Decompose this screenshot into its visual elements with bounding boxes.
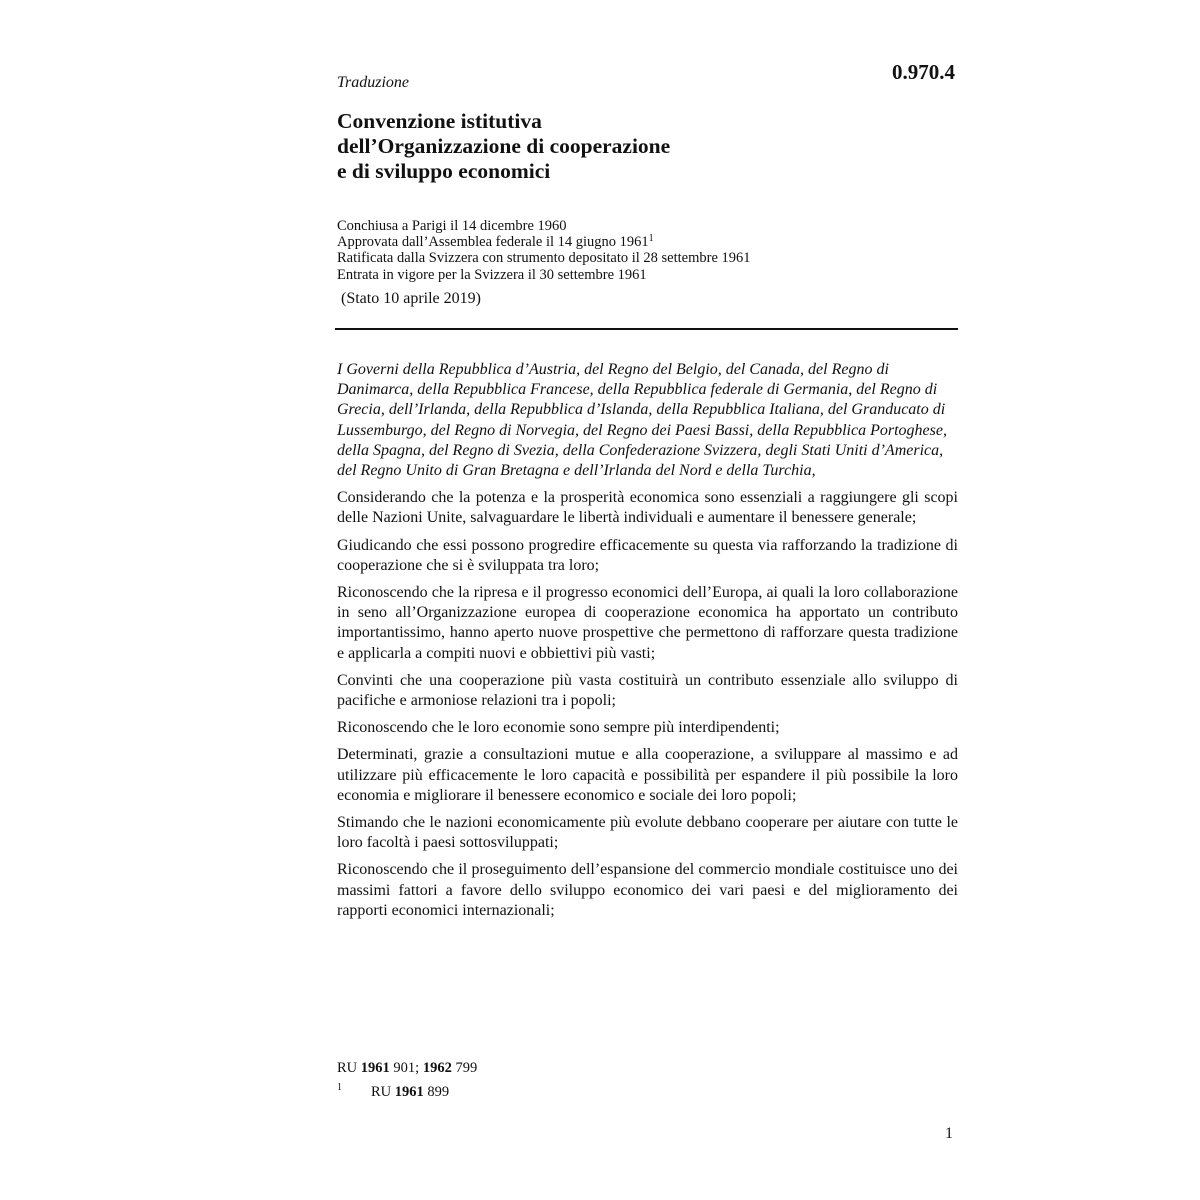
preamble: I Governi della Repubblica d’Austria, del Regno del Belgio, del Canada, del Regno di Danimarca, della Repubblica Francese, della Repubblica federale di Germania, del Regno di Grecia, dell’Irlanda, della Repubblica d’Islanda, della Repubblica Italiana, del Granducato di Lussemburgo, del Regno di Norvegia, del Regno dei Paesi Bassi, della Repubblica Portoghese, della Spagna, del Regno di Svezia, della Confederazione Svizzera, degli Stati Uniti d’America, del Regno Unito di Gran Bretagna e dell’Irlanda del Nord e della Turchia,: [337, 361, 947, 480]
title-line-2: dell’Organizzazione di cooperazione: [337, 134, 671, 158]
meta-concluded: Conchiusa a Parigi il 14 dicembre 1960: [337, 218, 567, 234]
footnotes: [337, 1059, 477, 1102]
ru-year-2: 1962: [422, 1060, 452, 1076]
body-paragraph: Considerando che la potenza e la prosperità economica sono essenziali a raggiungere gli scopi delle Nazioni Unite, salvaguardare le libertà individuali e aumentare il benessere generale;: [337, 489, 958, 527]
footnote-1: [337, 1078, 477, 1102]
ru-page-2: 799: [455, 1060, 478, 1076]
body-paragraph: Convinti che una cooperazione più vasta costituirà un contributo essenziale allo sviluppo di pacifiche e armoniose relazioni tra i popoli;: [337, 671, 958, 710]
body-paragraph: Riconoscendo che la ripresa e il progresso economici dell’Europa, ai quali la loro collaborazione in seno all’Organizzazione europea di cooperazione economica ha apportato un contributo importantissimo, hanno aperto nuove prospettive che permettono di rafforzare questa tradizione e applicarla a compiti nuovi e obbiettivi più vasti;: [337, 584, 958, 662]
ru-page-1: 901;: [393, 1060, 420, 1076]
body-paragraph: Giudicando che essi possono progredire efficacemente su questa via rafforzando la tradizione di cooperazione che si è sviluppata tra loro;: [337, 536, 958, 574]
document-body: [337, 360, 958, 928]
meta-in-force: Entrata in vigore per la Svizzera il 30 settembre 1961: [337, 266, 647, 283]
sr-number: 0.970.4: [892, 60, 955, 84]
body-paragraph: Determinati, grazie a consultazioni mutue e alla cooperazione, a sviluppare al massimo e ad utilizzare più efficacemente le loro capacità e possibilità per espandere il più possibile la loro economia e migliorare il benessere economico e sociale dei loro popoli;: [337, 746, 958, 804]
header-divider: [335, 328, 958, 330]
status-date: (Stato 10 aprile 2019): [341, 290, 481, 307]
footnote-1-prefix: RU: [371, 1084, 392, 1100]
body-paragraph: Riconoscendo che le loro economie sono sempre più interdipendenti;: [337, 719, 780, 737]
ru-prefix: RU: [337, 1060, 358, 1076]
meta-approved: [337, 234, 751, 250]
footnote-1-year: 1961: [394, 1084, 424, 1100]
document-page: [337, 0, 958, 1200]
document-title: [337, 109, 670, 184]
translation-label: Traduzione: [337, 74, 410, 91]
meta-approved-text: Approvata dall’Assemblea federale il 14 giugno 1961: [337, 234, 649, 251]
body-paragraph: Riconoscendo che il proseguimento dell’espansione del commercio mondiale costituisce uno dei massimi fattori a favore dello sviluppo economico dei vari paesi e del miglioramento dei rapporti economici internazionali;: [337, 861, 958, 919]
body-paragraph: Stimando che le nazioni economicamente più evolute debbano cooperare per aiutare con tutte le loro facoltà i paesi sottosviluppati;: [337, 814, 958, 852]
meta-ratified: Ratificata dalla Svizzera con strumento depositato il 28 settembre 1961: [337, 250, 751, 267]
title-line-1: Convenzione istitutiva: [337, 109, 542, 133]
footnote-1-page: 899: [427, 1084, 450, 1100]
ru-reference: [337, 1059, 477, 1078]
document-metadata: [337, 218, 751, 283]
title-line-3: e di sviluppo economici: [337, 159, 551, 183]
page-number: 1: [945, 1125, 953, 1142]
footnote-number: 1: [337, 1082, 342, 1093]
footnote-ref-1[interactable]: 1: [648, 233, 654, 245]
ru-year-1: 1961: [360, 1060, 390, 1076]
